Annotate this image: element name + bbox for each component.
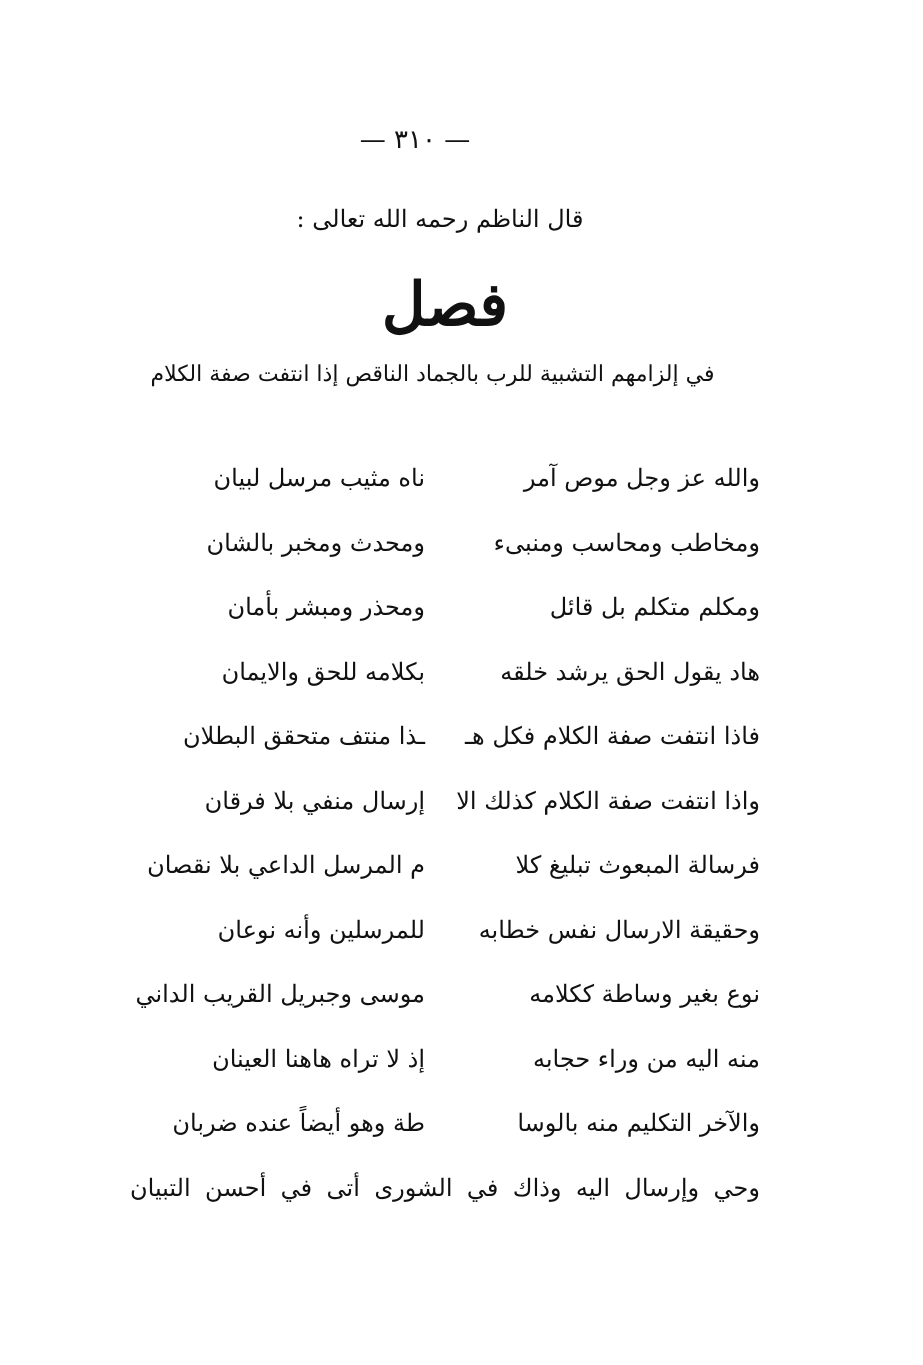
verse-first-hemistich: نوع بغير وساطة ككلامه [529,980,760,1008]
verse-row [130,523,760,588]
poem-verses [130,458,760,1232]
verse-first-hemistich: فرسالة المبعوث تبليغ كلا [515,851,760,879]
verse-first-hemistich: واذا انتفت صفة الكلام كذلك الا [456,786,760,815]
verse-second-hemistich: ـذا منتف متحقق البطلان [183,722,425,750]
verse-second-hemistich: إرسال منفي بلا فرقان [204,786,425,815]
verse-second-hemistich: موسى وجبريل القريب الداني [135,980,425,1008]
verse-second-hemistich: إذ لا تراه هاهنا العينان [212,1044,425,1073]
verse-first-hemistich: منه اليه من وراء حجابه [532,1044,760,1073]
verse-second-hemistich: طة وهو أيضاً عنده ضربان [172,1109,425,1137]
verse-first-hemistich: والآخر التكليم منه بالوسا [517,1109,760,1137]
section-subheading: في إلزامهم التشبية للرب بالجماد الناقص إذا انتفت صفة الكلام [150,362,715,387]
verse-row [130,910,760,975]
verse-first-hemistich: فاذا انتفت صفة الكلام فكل هـ [465,722,760,750]
verse-row-full [130,1168,760,1233]
verse-second-hemistich: ومحدث ومخبر بالشان [206,528,425,557]
verse-first-hemistich: ومخاطب ومحاسب ومنبىء [493,528,760,557]
verse-row [130,845,760,910]
verse-row [130,652,760,717]
verse-row [130,716,760,781]
verse-second-hemistich: للمرسلين وأنه نوعان [217,915,425,944]
intro-line: قال الناظم رحمه الله تعالى : [296,205,584,233]
verse-second-hemistich: ومحذر ومبشر بأمان [227,593,425,621]
verse-first-hemistich: والله عز وجل موص آمر [523,464,760,492]
verse-row [130,587,760,652]
verse-row [130,1103,760,1168]
verse-row [130,458,760,523]
verse-second-hemistich: م المرسل الداعي بلا نقصان [147,851,425,879]
verse-first-hemistich: وحقيقة الارسال نفس خطابه [478,915,760,944]
verse-row [130,1039,760,1104]
verse-second-hemistich: ناه مثيب مرسل لبيان [213,464,425,492]
verse-first-hemistich: هاد يقول الحق يرشد خلقه [500,657,760,686]
section-heading: فصل [381,270,509,340]
verse-second-hemistich: بكلامه للحق والايمان [221,657,425,686]
verse-row [130,974,760,1039]
page-number: — ٣١٠ — [359,125,471,155]
verse-full-line: وحي وإرسال اليه وذاك في الشورى أتى في أحسن التبيان [130,1173,760,1202]
verse-row [130,781,760,846]
verse-first-hemistich: ومكلم متكلم بل قائل [549,593,760,621]
